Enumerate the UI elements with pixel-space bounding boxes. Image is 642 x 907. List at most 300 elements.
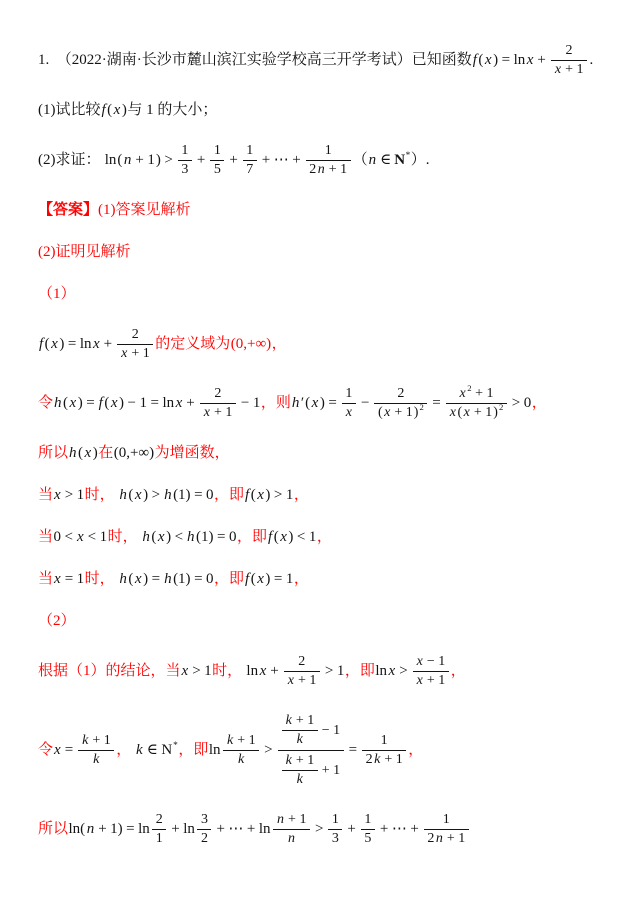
text-run: 1. （2022·湖南·长沙市麓山滨江实验学校高三开学考试）已知函数 xyxy=(38,52,472,69)
math-symbol: 1 xyxy=(324,143,332,159)
math-symbol: 1 xyxy=(333,762,341,778)
fraction-denominator xyxy=(210,161,224,179)
fraction-numerator xyxy=(152,811,166,830)
math-variable: x xyxy=(51,336,58,353)
math-run xyxy=(53,385,261,420)
math-operator: + xyxy=(171,821,180,838)
math-symbol: (0,+∞) xyxy=(113,444,155,461)
math-variable: x xyxy=(384,404,391,420)
math-symbol: ) xyxy=(413,404,419,420)
math-operator: + xyxy=(196,152,206,169)
math-operator: ∈ xyxy=(146,742,158,759)
math-variable: h xyxy=(164,570,172,587)
fraction-numerator xyxy=(306,142,351,161)
text-run: ，即 xyxy=(344,662,375,679)
math-symbol: 2 xyxy=(131,327,139,343)
text-run: ，则 xyxy=(260,394,291,411)
math-symbol: 0 xyxy=(523,394,532,411)
math-symbol: 1 xyxy=(438,672,446,688)
math-operator: = xyxy=(64,742,74,759)
fraction-numerator xyxy=(361,811,375,830)
fraction-denominator xyxy=(361,830,375,848)
text-run: ， xyxy=(116,742,136,759)
fraction-numerator xyxy=(342,385,356,404)
math-operator: − xyxy=(240,394,250,411)
math-variable: x xyxy=(175,394,183,411)
math-run xyxy=(53,733,116,768)
math-variable: x xyxy=(203,404,210,420)
math-operator: > xyxy=(324,662,334,679)
math-symbol: ln xyxy=(208,742,221,759)
math-symbol: 1 xyxy=(364,812,372,828)
math-variable: k xyxy=(93,752,100,768)
math-symbol: (1) xyxy=(173,486,191,503)
math-symbol: ( xyxy=(151,528,157,545)
math-symbol: 1 xyxy=(181,143,189,159)
math-run xyxy=(267,529,317,545)
math-symbol: 5 xyxy=(364,831,372,847)
fraction-denominator xyxy=(178,161,192,179)
math-variable: n xyxy=(288,831,295,847)
math-variable: x xyxy=(157,528,165,545)
math-symbol: 1 xyxy=(380,733,388,749)
math-symbol: ) xyxy=(143,486,149,503)
math-fraction xyxy=(243,142,257,179)
text-run: (2)证明见解析 xyxy=(38,244,131,261)
math-variable: x xyxy=(257,570,264,587)
math-variable: n xyxy=(435,831,443,847)
math-operator: + xyxy=(186,394,195,411)
math-symbol: 1 xyxy=(248,733,256,749)
math-operator: = xyxy=(86,394,95,411)
math-symbol: 1 xyxy=(576,62,584,78)
math-operator: = xyxy=(328,394,337,411)
math-operator: < xyxy=(174,528,184,545)
math-variable: x xyxy=(257,486,264,503)
math-operator: + xyxy=(103,336,113,353)
math-symbol: 1 xyxy=(331,812,339,828)
math-symbol: ( xyxy=(44,336,50,353)
math-operator: = xyxy=(273,570,283,587)
math-operator: > xyxy=(399,662,408,679)
math-variable: h xyxy=(119,486,127,503)
math-operator: + xyxy=(384,752,393,768)
math-symbol: 5 xyxy=(213,162,221,178)
math-symbol: ln xyxy=(162,394,175,411)
problem-statement xyxy=(38,42,636,79)
math-operator: > xyxy=(314,821,324,838)
text-run: 时， xyxy=(84,486,119,503)
text-run: ， xyxy=(316,528,332,545)
fraction-numerator xyxy=(278,711,344,751)
math-operator: + xyxy=(379,821,389,838)
math-symbol: 2 xyxy=(309,162,317,178)
math-operator: < xyxy=(87,528,97,545)
math-operator: = xyxy=(501,52,511,69)
math-symbol: 1 xyxy=(333,722,341,738)
math-symbol: 2 xyxy=(467,382,472,393)
math-fraction xyxy=(117,326,153,363)
math-operator: > xyxy=(273,486,283,503)
answer-part-2-note xyxy=(38,242,636,263)
math-variable: h xyxy=(187,528,195,545)
math-run xyxy=(53,529,108,545)
math-run xyxy=(68,812,471,847)
math-symbol: ln xyxy=(79,336,92,353)
math-run xyxy=(53,487,85,503)
math-variable: n xyxy=(277,812,285,828)
math-operator: = xyxy=(64,570,74,587)
math-operator: + xyxy=(446,831,455,847)
fraction-denominator xyxy=(342,404,356,422)
math-variable: k xyxy=(227,733,234,749)
math-symbol: 1 xyxy=(307,712,315,728)
math-variable: k xyxy=(82,733,89,749)
math-symbol: ( xyxy=(478,52,484,69)
math-variable: k xyxy=(136,742,143,759)
math-operator: + xyxy=(565,62,573,78)
fraction-denominator xyxy=(284,672,320,690)
math-variable: k xyxy=(285,753,292,769)
math-symbol: ) xyxy=(119,394,124,411)
math-symbol: 1 xyxy=(307,753,315,769)
math-operator: + xyxy=(237,733,246,749)
text-run: 所以 xyxy=(38,444,69,461)
math-symbol: 1 xyxy=(486,385,494,401)
solution-section-2 xyxy=(38,611,636,632)
math-symbol: 3 xyxy=(200,812,208,828)
fraction-denominator xyxy=(362,751,406,769)
fraction-numerator xyxy=(243,142,257,161)
math-symbol: N xyxy=(161,742,173,759)
text-run: （ xyxy=(352,152,368,169)
math-variable: k xyxy=(285,712,292,728)
math-operator: + xyxy=(270,662,279,679)
math-run xyxy=(113,445,154,461)
math-operator: + xyxy=(295,753,304,769)
math-variable: x xyxy=(484,52,492,69)
math-operator: = xyxy=(67,336,77,353)
math-run xyxy=(68,445,98,461)
math-operator: + xyxy=(98,821,107,838)
math-symbol: 2 xyxy=(397,385,405,401)
math-variable: f xyxy=(472,52,477,69)
substitution-line xyxy=(38,711,636,790)
math-symbol: 1 xyxy=(139,394,147,411)
math-variable: x xyxy=(416,672,423,688)
text-run: 所以 xyxy=(38,821,69,838)
solution-section-1 xyxy=(38,284,636,305)
math-symbol: ( xyxy=(128,570,134,587)
math-symbol: ( xyxy=(273,528,279,545)
math-variable: h xyxy=(164,486,172,503)
math-symbol: ( xyxy=(107,102,113,119)
fraction-denominator xyxy=(278,751,344,790)
math-fraction xyxy=(282,752,318,789)
math-symbol: ln xyxy=(258,821,271,838)
math-operator: + xyxy=(246,821,256,838)
math-operator: > xyxy=(264,742,273,759)
text-run: ， xyxy=(293,570,309,587)
fraction-numerator xyxy=(282,752,318,771)
text-run: 的定义域为 xyxy=(155,336,231,353)
math-symbol: 1 xyxy=(142,346,150,362)
math-operator: − xyxy=(426,653,435,669)
math-variable: x xyxy=(259,662,267,679)
math-run xyxy=(368,152,411,168)
text-run: ， xyxy=(408,742,424,759)
math-symbol: ( xyxy=(104,394,110,411)
math-symbol: ln xyxy=(246,662,259,679)
fraction-denominator xyxy=(200,404,236,422)
math-operator: < xyxy=(64,528,73,545)
text-run: 当 xyxy=(38,570,54,587)
fraction-numerator xyxy=(78,732,114,751)
math-variable: x xyxy=(449,404,456,420)
math-variable: x xyxy=(76,528,84,545)
text-run: 时， xyxy=(107,528,142,545)
math-fraction xyxy=(551,42,587,79)
math-fraction xyxy=(413,653,449,690)
text-run: ，即 xyxy=(214,570,245,587)
math-run xyxy=(141,529,237,545)
math-variable: x xyxy=(69,394,77,411)
math-symbol: ( xyxy=(117,152,123,169)
fraction-denominator xyxy=(306,161,351,179)
text-run: （1） xyxy=(38,286,76,303)
math-symbol: 1 xyxy=(285,486,294,503)
text-run: 根据（1）的结论，当 xyxy=(38,662,181,679)
solution-domain-line xyxy=(38,326,636,363)
fraction-denominator xyxy=(282,771,318,789)
math-symbol: ⋯ xyxy=(273,152,289,169)
math-symbol: ( xyxy=(128,486,134,503)
text-run: (1)试比较 xyxy=(38,102,101,119)
math-operator: − xyxy=(361,394,370,411)
math-fraction xyxy=(284,653,320,690)
math-symbol: ( xyxy=(457,404,463,420)
math-symbol: 2 xyxy=(565,43,573,58)
math-operator: > xyxy=(164,152,173,169)
math-symbol: (1) xyxy=(196,528,214,545)
math-symbol: ) xyxy=(265,570,271,587)
math-symbol: 1 xyxy=(458,831,466,847)
text-run: 【答案】 xyxy=(38,202,99,219)
fraction-denominator xyxy=(374,404,427,422)
fraction-numerator xyxy=(284,653,320,672)
math-symbol: 1) xyxy=(110,821,123,838)
math-fraction xyxy=(361,811,375,848)
math-variable: x xyxy=(459,385,466,401)
math-operator: + xyxy=(131,346,140,362)
fraction-denominator xyxy=(551,61,587,79)
math-symbol: 3 xyxy=(181,162,189,178)
fraction-denominator xyxy=(413,672,449,690)
math-run xyxy=(246,653,345,688)
text-run: 令 xyxy=(38,742,54,759)
fraction-numerator xyxy=(200,385,236,404)
math-symbol: 1 xyxy=(340,162,348,178)
math-symbol: 2 xyxy=(427,831,435,847)
math-symbol: 1 xyxy=(76,570,85,587)
math-variable: x xyxy=(287,672,294,688)
math-variable: f xyxy=(268,528,273,545)
math-operator: − xyxy=(321,722,330,738)
fraction-numerator xyxy=(328,811,342,830)
math-symbol: ( xyxy=(250,486,256,503)
math-operator: = xyxy=(348,742,358,759)
math-fraction xyxy=(282,712,318,749)
math-variable: h xyxy=(142,528,150,545)
math-variable: n xyxy=(123,152,132,169)
math-variable: x xyxy=(134,486,142,503)
math-symbol: 0 xyxy=(206,570,214,587)
math-variable: k xyxy=(296,732,303,748)
math-symbol: ( xyxy=(305,394,311,411)
text-run: 当 xyxy=(38,528,54,545)
math-symbol: ⋯ xyxy=(228,821,244,838)
math-symbol: ( xyxy=(377,404,383,420)
math-operator: + xyxy=(92,733,101,749)
math-symbol: ln xyxy=(375,662,388,679)
math-variable: x xyxy=(113,102,121,119)
math-symbol: 2 xyxy=(419,402,424,412)
math-symbol: ( xyxy=(78,444,84,461)
math-variable: f xyxy=(98,394,103,411)
math-variable: x xyxy=(388,662,396,679)
math-symbol: 1 xyxy=(438,653,446,669)
math-operator: + xyxy=(321,762,330,778)
math-symbol: 1 xyxy=(155,831,163,847)
fraction-numerator xyxy=(210,142,224,161)
math-symbol: ) xyxy=(493,404,498,420)
math-variable: k xyxy=(237,752,245,768)
text-run: ， xyxy=(531,394,547,411)
fraction-denominator xyxy=(446,404,507,422)
math-variable: x xyxy=(121,346,128,362)
math-symbol: 1 xyxy=(345,385,353,401)
math-symbol: 1 xyxy=(246,143,254,159)
text-run: (1)答案见解析 xyxy=(98,202,191,219)
math-variable: x xyxy=(181,662,189,679)
math-symbol: . xyxy=(589,52,594,69)
answer-header xyxy=(38,200,636,221)
solution-derivative-line xyxy=(38,382,636,422)
text-run: 令 xyxy=(38,394,54,411)
math-operator: ∈ xyxy=(380,152,392,169)
math-operator: + xyxy=(292,152,301,169)
math-symbol: 1 xyxy=(252,394,261,411)
math-variable: x xyxy=(54,570,61,587)
math-fraction xyxy=(223,732,259,769)
math-operator: = xyxy=(194,486,203,503)
math-variable: f xyxy=(39,336,44,353)
math-symbol: ( xyxy=(63,394,69,411)
math-variable: x xyxy=(92,336,100,353)
math-symbol: 3 xyxy=(331,831,339,847)
math-fraction xyxy=(328,811,342,848)
fraction-numerator xyxy=(551,42,587,61)
math-symbol: ) xyxy=(92,444,98,461)
math-variable: h xyxy=(291,394,300,411)
math-variable: x xyxy=(54,742,61,759)
math-variable: x xyxy=(280,528,287,545)
math-variable: f xyxy=(245,570,250,587)
math-operator: + xyxy=(537,52,546,69)
math-run xyxy=(101,102,128,118)
math-symbol: 2 xyxy=(214,385,222,401)
math-operator: = xyxy=(194,570,203,587)
solution-monotonic-line xyxy=(38,443,636,464)
math-operator: + xyxy=(261,152,271,169)
math-symbol: 1 xyxy=(76,486,85,503)
fraction-denominator xyxy=(282,731,318,749)
math-run xyxy=(375,653,451,688)
math-symbol: 1 xyxy=(285,570,294,587)
math-fraction xyxy=(197,811,211,848)
fraction-numerator xyxy=(362,732,406,751)
final-telescoping-line xyxy=(38,811,636,848)
math-operator: + xyxy=(297,672,306,688)
fraction-denominator xyxy=(273,830,310,848)
fraction-denominator xyxy=(152,830,166,848)
math-symbol: * xyxy=(405,151,411,162)
math-fraction xyxy=(342,385,356,422)
math-fraction xyxy=(278,711,344,790)
text-run: （2） xyxy=(38,612,76,629)
math-run xyxy=(244,571,294,587)
math-variable: x xyxy=(134,570,142,587)
fraction-numerator xyxy=(413,653,449,672)
math-run xyxy=(472,43,594,78)
math-symbol: 1 xyxy=(103,733,111,749)
math-symbol: ⋯ xyxy=(391,821,407,838)
math-variable: x xyxy=(416,653,423,669)
fraction-denominator xyxy=(197,830,211,848)
math-fraction xyxy=(374,385,427,422)
math-fraction xyxy=(78,732,114,769)
math-symbol: ) xyxy=(265,486,271,503)
text-run: ， xyxy=(271,336,287,353)
question-part-2 xyxy=(38,142,636,179)
math-symbol: ( xyxy=(250,570,256,587)
math-symbol: 2 xyxy=(200,831,208,847)
math-variable: k xyxy=(296,772,303,788)
fraction-denominator xyxy=(243,161,257,179)
math-operator: = xyxy=(151,570,161,587)
fraction-numerator xyxy=(273,811,310,830)
math-fraction xyxy=(200,385,236,422)
math-symbol: 2 xyxy=(155,812,163,828)
math-symbol: 0 xyxy=(229,528,237,545)
case-x-equals-1 xyxy=(38,569,636,590)
math-run xyxy=(38,327,155,362)
text-run: ， xyxy=(293,486,309,503)
math-operator: = xyxy=(432,394,441,411)
math-symbol: 1 xyxy=(309,672,317,688)
math-symbol: 1 xyxy=(485,404,493,420)
math-operator: + xyxy=(426,672,435,688)
text-run: 时， xyxy=(84,570,119,587)
math-symbol: ) xyxy=(166,528,172,545)
math-symbol: 1 xyxy=(225,404,233,420)
math-symbol: 1 xyxy=(147,152,155,169)
text-run: 为增函数， xyxy=(154,444,230,461)
math-symbol: 0 xyxy=(206,486,214,503)
text-run: ）. xyxy=(410,152,430,169)
math-symbol: ) xyxy=(77,394,83,411)
math-variable: h xyxy=(54,394,62,411)
